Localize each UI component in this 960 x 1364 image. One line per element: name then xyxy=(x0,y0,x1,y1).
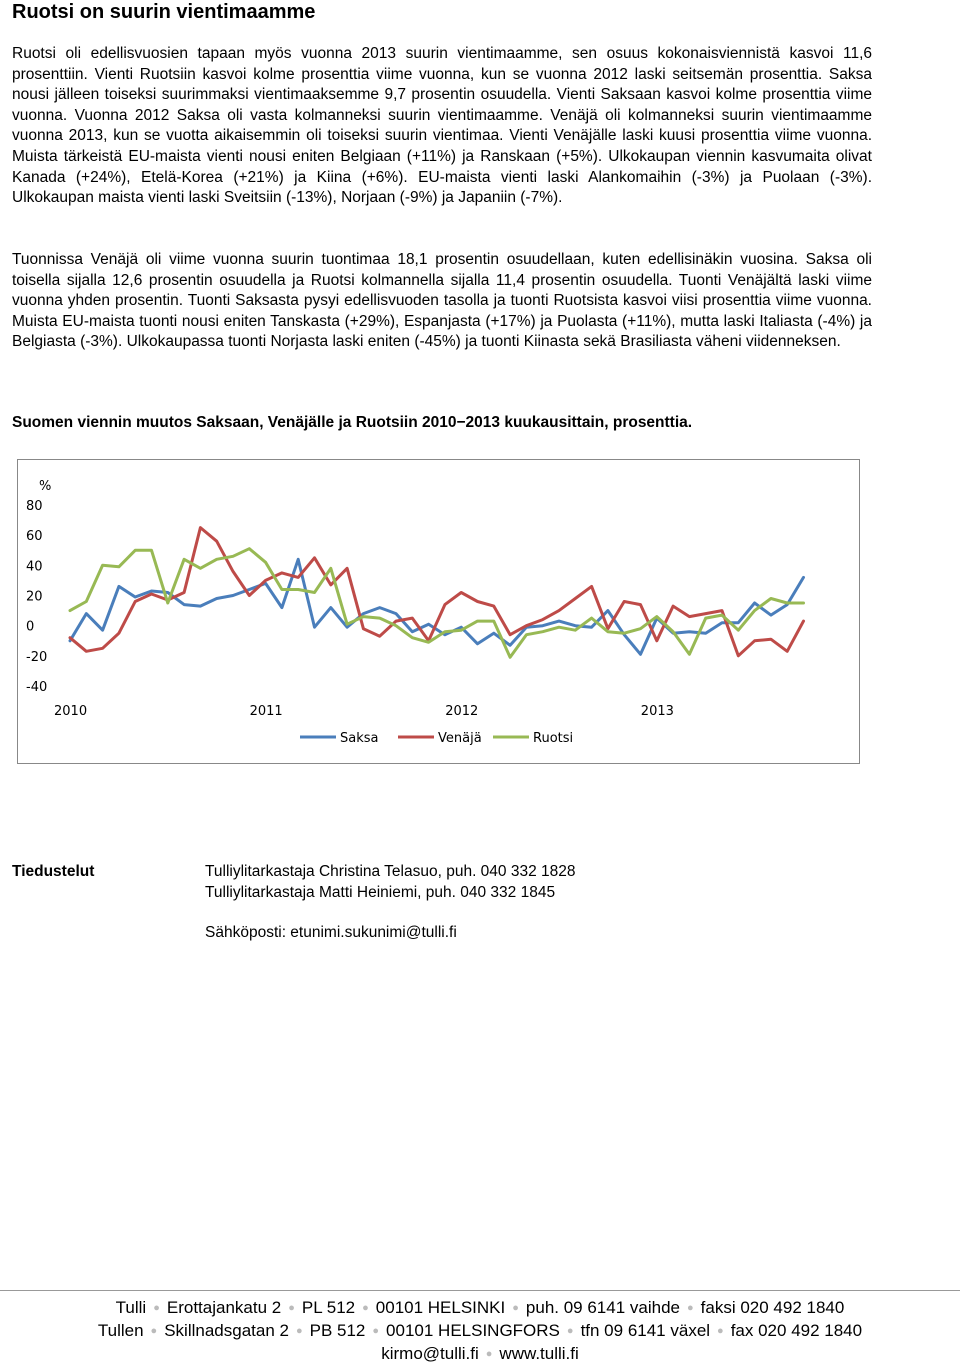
legend-label: Saksa xyxy=(340,731,379,746)
footer-item: 00101 HELSINGFORS xyxy=(386,1321,560,1340)
legend-label: Venäjä xyxy=(438,731,482,746)
line-chart xyxy=(17,459,860,764)
footer-separator: ● xyxy=(372,1325,380,1337)
footer-separator: ● xyxy=(150,1325,158,1337)
footer-item: 00101 HELSINKI xyxy=(375,1298,506,1317)
export-paragraph: Ruotsi oli edellisvuosien tapaan myös vuonna 2013 suurin vientimaamme, sen osuus kokonaisviennistä kasvoi 11,6 prosenttiin. Vienti Ruotsiin kasvoi kolme prosenttia viime vuonna, kun se vuonna 2012 laski seitsemän prosenttia. Saksa nousi jälleen toiseksi suurimmaksi vientimaaksemme 9,7 prosentin osuudella. Vienti Saksaan kasvoi kolme prosenttia viime vuonna. Vuonna 2012 Saksa oli vasta kolmanneksi suurin vientimaamme. Venäjä oli kolmanneksi suurin vientimaamme vuonna 2013, kun se vuotta aikaisemmin oli toiseksi suurin vientimaa. Vienti Venäjälle laski kuusi prosenttia viime vuonna. Muista tärkeistä EU-maista vienti nousi eniten Belgiaan (+11%) ja Ranskaan (+5%). Ulkokaupan viennin kasvumaita olivat Kanada (+24%), Etelä-Korea (+21%) ja Kiina (+6%). EU-maista vienti laski Alankomaihin (-3%) ja Puolaan (-3%). Ulkokaupan maista vienti laski Sveitsiin (-13%), Norjaan (-9%) ja Japaniin (-7%). xyxy=(12,45,872,207)
footer-separator: ● xyxy=(687,1302,694,1314)
footer-address-sv xyxy=(0,1321,960,1341)
footer-item: PL 512 xyxy=(301,1298,356,1317)
footer-separator: ● xyxy=(288,1302,295,1314)
footer-item: kirmo@tulli.fi xyxy=(381,1344,479,1363)
x-year-label: 2011 xyxy=(249,704,283,719)
footer-item: tfn 09 6141 växel xyxy=(580,1321,711,1340)
legend-label: Ruotsi xyxy=(533,731,574,746)
footer-separator: ● xyxy=(485,1348,493,1360)
footer-item: Skillnadsgatan 2 xyxy=(164,1321,289,1340)
contact-email: Sähköposti: etunimi.sukunimi@tulli.fi xyxy=(205,924,457,941)
footer-item: Tullen xyxy=(97,1321,144,1340)
footer-separator: ● xyxy=(295,1325,303,1337)
y-tick-label: -20 xyxy=(26,649,48,665)
footer-separator: ● xyxy=(566,1325,574,1337)
contact-persons xyxy=(205,861,576,903)
footer-separator: ● xyxy=(362,1302,369,1314)
contact-person-2: Tulliylitarkastaja Matti Heiniemi, puh. 040 332 1845 xyxy=(205,884,556,901)
footer-address-fi xyxy=(0,1298,960,1318)
footer-item: puh. 09 6141 vaihde xyxy=(525,1298,680,1317)
y-tick-label: 40 xyxy=(26,559,43,575)
chart-title: Suomen viennin muutos Saksaan, Venäjälle ja Ruotsiin 2010−2013 kuukausittain, prosenttia. xyxy=(12,414,693,431)
y-tick-label: 20 xyxy=(26,589,43,605)
footer-item: Erottajankatu 2 xyxy=(166,1298,282,1317)
footer-item: www.tulli.fi xyxy=(499,1344,579,1363)
footer-separator: ● xyxy=(717,1325,724,1337)
contact-person-1: Tulliylitarkastaja Christina Telasuo, puh. 040 332 1828 xyxy=(205,863,576,880)
footer-item: fax 020 492 1840 xyxy=(730,1321,863,1340)
footer-item: faksi 020 492 1840 xyxy=(700,1298,845,1317)
x-year-label: 2012 xyxy=(445,704,479,719)
footer-separator: ● xyxy=(512,1302,519,1314)
contact-label: Tiedustelut xyxy=(12,863,95,880)
footer-separator: ● xyxy=(153,1302,160,1314)
chart-canvas xyxy=(18,460,861,765)
y-tick-label: 60 xyxy=(26,529,43,545)
page-heading: Ruotsi on suurin vientimaamme xyxy=(12,1,316,23)
x-year-label: 2010 xyxy=(54,704,88,719)
footer-web xyxy=(0,1344,960,1364)
footer-item: PB 512 xyxy=(309,1321,366,1340)
import-paragraph: Tuonnissa Venäjä oli viime vuonna suurin tuontimaa 18,1 prosentin osuudellaan, kuten edellisinäkin vuosina. Saksa oli toisella sijalla 12,6 prosentin osuudella ja Ruotsi kolmannella sijalla 11,4 prosentin osuudella. Tuonti Venäjältä laski viime vuonna yhden prosentin. Tuonti Saksasta pysyi edellisvuoden tasolla ja tuonti Ruotsista kasvoi viisi prosenttia viime vuonna. Muista EU-maista tuonti nousi eniten Tanskasta (+29%), Espanjasta (+17%) ja Puolasta (+11%), mutta laski Italiasta (-4%) ja Belgiasta (-3%). Ulkokaupassa tuonti Norjasta laski eniten (-45%) ja tuonti Kiinasta sekä Brasiliasta väheni viidenneksen. xyxy=(12,251,872,351)
y-tick-label: -40 xyxy=(26,680,48,695)
y-tick-label: 80 xyxy=(26,499,43,514)
y-tick-label: 0 xyxy=(26,619,35,635)
footer-divider xyxy=(0,1290,960,1291)
x-year-label: 2013 xyxy=(640,704,674,719)
footer-item: Tulli xyxy=(115,1298,147,1317)
y-axis-unit: % xyxy=(39,479,52,494)
